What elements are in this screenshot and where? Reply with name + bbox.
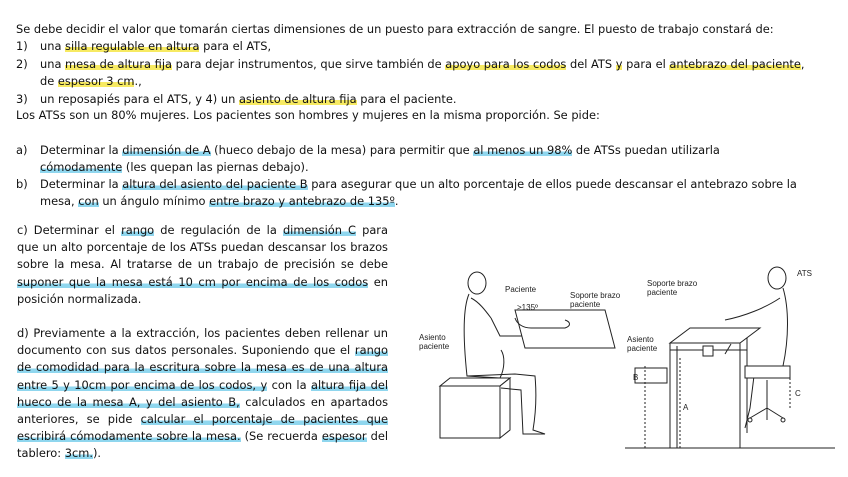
workstation-diagram bbox=[405, 258, 840, 458]
label-dim-b: B bbox=[633, 373, 639, 382]
label-soporte-1b: paciente bbox=[570, 300, 601, 309]
item-number: 1) bbox=[16, 39, 28, 53]
ats-figure bbox=[725, 267, 790, 428]
question-text-cont: cómodamente (les quepan las piernas debajo). bbox=[40, 160, 309, 174]
question-text-cont: mesa, con un ángulo mínimo entre brazo y antebrazo de 135º. bbox=[40, 194, 399, 208]
table-right bbox=[670, 328, 760, 448]
item-text: una mesa de altura fija para dejar instrumentos, que sirve también de apoyo para los codos del ATS y para el antebrazo del paciente, bbox=[40, 57, 805, 71]
question-label: a) bbox=[16, 143, 28, 157]
question-d: d) Previamente a la extracción, los pacientes deben rellenar un documento con sus datos personales. Suponiendo que el rango de comodidad para la escritura sobre la mesa es de una altura entre 5 y 10cm por encima de los codos, y con la altura fija del hueco de la mesa A, y del asiento B, calculados en apartados anteriores, se pide calcular el porcentaje de pacientes que escribirá cómodamente sobre la mesa. (Se recuerda espesor del tablero: 3cm.). bbox=[17, 326, 389, 461]
item-text: una silla regulable en altura para el ATS, bbox=[40, 39, 272, 53]
arm-support-left bbox=[515, 310, 615, 348]
label-dim-c: C bbox=[795, 389, 801, 398]
label-soporte-1: Soporte brazo bbox=[570, 291, 621, 300]
question-text: Determinar la dimensión de A (hueco debajo de la mesa) para permitir que al menos un 98% de ATSs puedan utilizarla bbox=[40, 143, 720, 157]
patient-seat-right bbox=[635, 368, 667, 383]
question-text: Determinar la altura del asiento del paciente B para asegurar que un alto porcentaje de ellos puede descansar el antebrazo sobre la bbox=[40, 177, 797, 191]
question-label: b) bbox=[16, 177, 28, 191]
item-text-cont: de espesor 3 cm., bbox=[40, 74, 142, 88]
item-text: un reposapiés para el ATS, y 4) un asiento de altura fija para el paciente. bbox=[40, 92, 457, 106]
label-dim-a: A bbox=[683, 403, 689, 412]
label-asiento-2: Asiento bbox=[627, 335, 654, 344]
label-asiento-2b: paciente bbox=[627, 344, 658, 353]
question-c: c) Determinar el rango de regulación de la dimensión C para que un alto porcentaje de los ATSs puedan descansar los brazos sobre la mesa. Al tratarse de un trabajo de precisión se debe suponer que la mesa está 10 cm por encima de los codos en posición normalizada. bbox=[17, 223, 388, 306]
label-asiento-1b: paciente bbox=[419, 342, 450, 351]
label-soporte-2b: paciente bbox=[647, 288, 678, 297]
intro-last-line: Los ATSs son un 80% mujeres. Los pacientes son hombres y mujeres en la misma proporción. Se pide: bbox=[16, 108, 600, 122]
label-paciente: Paciente bbox=[505, 285, 537, 294]
label-ats: ATS bbox=[797, 269, 812, 278]
item-number: 2) bbox=[16, 57, 28, 71]
patient-seat-left bbox=[440, 378, 510, 438]
label-soporte-2: Soporte brazo bbox=[647, 279, 698, 288]
item-number: 3) bbox=[16, 92, 28, 106]
label-asiento-1: Asiento bbox=[419, 333, 446, 342]
label-angle: >135º bbox=[517, 303, 538, 312]
intro-line: Se debe decidir el valor que tomarán ciertas dimensiones de un puesto para extracción de sangre. El puesto de trabajo constará de: bbox=[16, 22, 774, 36]
